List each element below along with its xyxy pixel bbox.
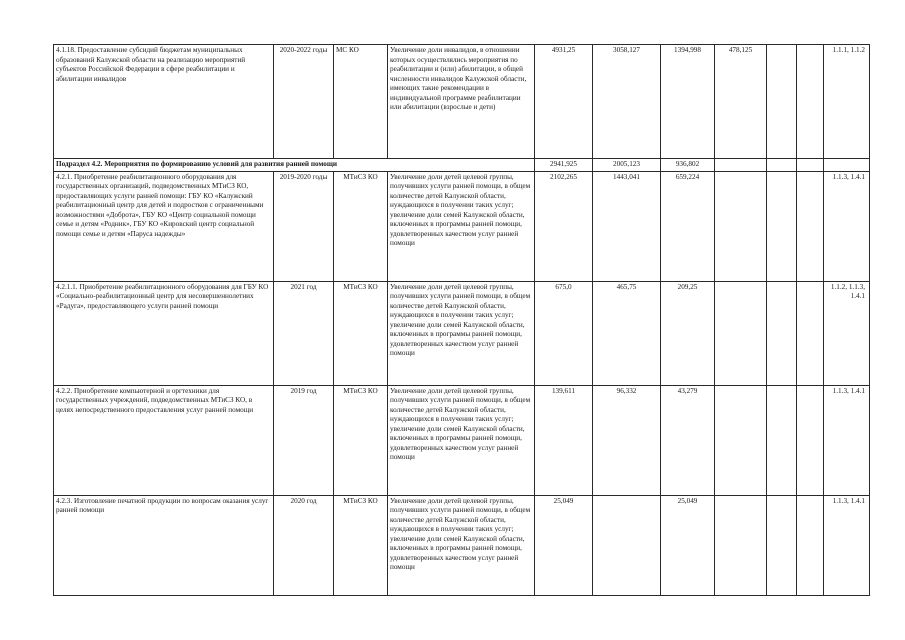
measure-name-cell: 4.2.1. Приобретение реабилитационного оборудования для государственных организаций, подведомственных МТиСЗ КО, предоставляющих услуги ранней помощи: ГБУ КО «Калужский реабилитационный центр для детей и подростков с ограниченными возможностями «Доброта», ГБУ КО «Центр социальной помощи семье и детям «Родник», ГБУ КО «Кировский центр социальной помощи семье и детям «Паруса надежды» xyxy=(54,171,274,281)
value-cell-3 xyxy=(715,385,767,495)
table-row xyxy=(54,495,870,595)
table-row xyxy=(54,171,870,281)
indicator-cell: Увеличение доли детей целевой группы, получивших услуги ранней помощи, в общем количестве детей Калужской области, нуждающихся в получении таких услуг; увеличение доли семей Калужской области, включенных в программы ранней помощи, удовлетворенных качеством услуг ранней помощи xyxy=(388,171,535,281)
value-cell-2: 1394,998 xyxy=(661,45,715,159)
refs-cell: 1.1.3, 1.4.1 xyxy=(824,171,870,281)
refs-cell: 1.1.3, 1.4.1 xyxy=(824,385,870,495)
value-cell-5 xyxy=(797,281,824,385)
period-cell: 2021 год xyxy=(274,281,334,385)
table-row xyxy=(54,45,870,159)
executor-cell: МС КО xyxy=(334,45,388,159)
value-cell-1: 1443,041 xyxy=(593,171,661,281)
refs-cell xyxy=(824,159,870,172)
total-cell: 25,049 xyxy=(535,495,593,595)
value-cell-5 xyxy=(797,171,824,281)
value-cell-3: 478,125 xyxy=(715,45,767,159)
value-cell-5 xyxy=(797,495,824,595)
value-cell-4 xyxy=(767,495,797,595)
value-cell-2: 659,224 xyxy=(661,171,715,281)
indicator-cell: Увеличение доли детей целевой группы, получивших услуги ранней помощи, в общем количестве детей Калужской области, нуждающихся в получении таких услуг; увеличение доли семей Калужской области, включенных в программы ранней помощи, удовлетворенных качеством услуг ранней помощи xyxy=(388,495,535,595)
executor-cell: МТиСЗ КО xyxy=(334,495,388,595)
value-cell-3 xyxy=(715,495,767,595)
measure-name-cell: 4.1.18. Предоставление субсидий бюджетам муниципальных образований Калужской области на реализацию мероприятий субъектов Российской Федерации в сфере реабилитации и абилитации инвалидов xyxy=(54,45,274,159)
value-cell-4 xyxy=(767,159,797,172)
value-cell-2: 209,25 xyxy=(661,281,715,385)
refs-cell: 1.1.1, 1.1.2 xyxy=(824,45,870,159)
executor-cell: МТиСЗ КО xyxy=(334,171,388,281)
value-cell-4 xyxy=(767,171,797,281)
value-cell-4 xyxy=(767,281,797,385)
value-cell-1: 3058,127 xyxy=(593,45,661,159)
value-cell-4 xyxy=(767,385,797,495)
refs-cell: 1.1.3, 1.4.1 xyxy=(824,495,870,595)
indicator-cell: Увеличение доли детей целевой группы, получивших услуги ранней помощи, в общем количестве детей Калужской области, нуждающихся в получении таких услуг; увеличение доли семей Калужской области, включенных в программы ранней помощи, удовлетворенных качеством услуг ранней помощи xyxy=(388,281,535,385)
value-cell-5 xyxy=(797,159,824,172)
subsection-row xyxy=(54,159,870,172)
period-cell: 2020-2022 годы xyxy=(274,45,334,159)
value-cell-3 xyxy=(715,281,767,385)
executor-cell: МТиСЗ КО xyxy=(334,385,388,495)
table-row xyxy=(54,385,870,495)
total-cell: 675,0 xyxy=(535,281,593,385)
period-cell: 2019-2020 годы xyxy=(274,171,334,281)
value-cell-1 xyxy=(593,495,661,595)
indicator-cell: Увеличение доли инвалидов, в отношении которых осуществлялись мероприятия по реабилитации и (или) абилитации, в общей численности инвалидов Калужской области, имеющих такие рекомендации в индивидуальной программе реабилитации или абилитации (взрослые и дети) xyxy=(388,45,535,159)
total-cell: 4931,25 xyxy=(535,45,593,159)
value-cell-2: 936,802 xyxy=(661,159,715,172)
value-cell-1: 2005,123 xyxy=(593,159,661,172)
refs-cell: 1.1.2, 1.1.3, 1.4.1 xyxy=(824,281,870,385)
total-cell: 2941,925 xyxy=(535,159,593,172)
value-cell-3 xyxy=(715,159,767,172)
measure-name-cell: 4.2.1.1. Приобретение реабилитационного оборудования для ГБУ КО «Социально-реабилитационный центр для несовершеннолетних «Радуга», предоставляющего услуги ранней помощи xyxy=(54,281,274,385)
total-cell: 2102,265 xyxy=(535,171,593,281)
total-cell: 139,611 xyxy=(535,385,593,495)
value-cell-3 xyxy=(715,171,767,281)
value-cell-2: 25,049 xyxy=(661,495,715,595)
period-cell: 2019 год xyxy=(274,385,334,495)
value-cell-5 xyxy=(797,45,824,159)
measure-name-cell: 4.2.3. Изготовление печатной продукции по вопросам оказания услуг ранней помощи xyxy=(54,495,274,595)
value-cell-4 xyxy=(767,45,797,159)
program-measures-table xyxy=(53,44,870,596)
value-cell-1: 96,332 xyxy=(593,385,661,495)
period-cell: 2020 год xyxy=(274,495,334,595)
table-row xyxy=(54,281,870,385)
value-cell-1: 465,75 xyxy=(593,281,661,385)
measure-name-cell: 4.2.2. Приобретение компьютерной и оргтехники для государственных учреждений, подведомственных МТиСЗ КО, в целях непосредственного предоставления услуг ранней помощи xyxy=(54,385,274,495)
value-cell-5 xyxy=(797,385,824,495)
subsection-title: Подраздел 4.2. Мероприятия по формированию условий для развития ранней помощи xyxy=(54,159,535,172)
value-cell-2: 43,279 xyxy=(661,385,715,495)
indicator-cell: Увеличение доли детей целевой группы, получивших услуги ранней помощи, в общем количестве детей Калужской области, нуждающихся в получении таких услуг; увеличение доли семей Калужской области, включенных в программы ранней помощи, удовлетворенных качеством услуг ранней помощи xyxy=(388,385,535,495)
executor-cell: МТиСЗ КО xyxy=(334,281,388,385)
